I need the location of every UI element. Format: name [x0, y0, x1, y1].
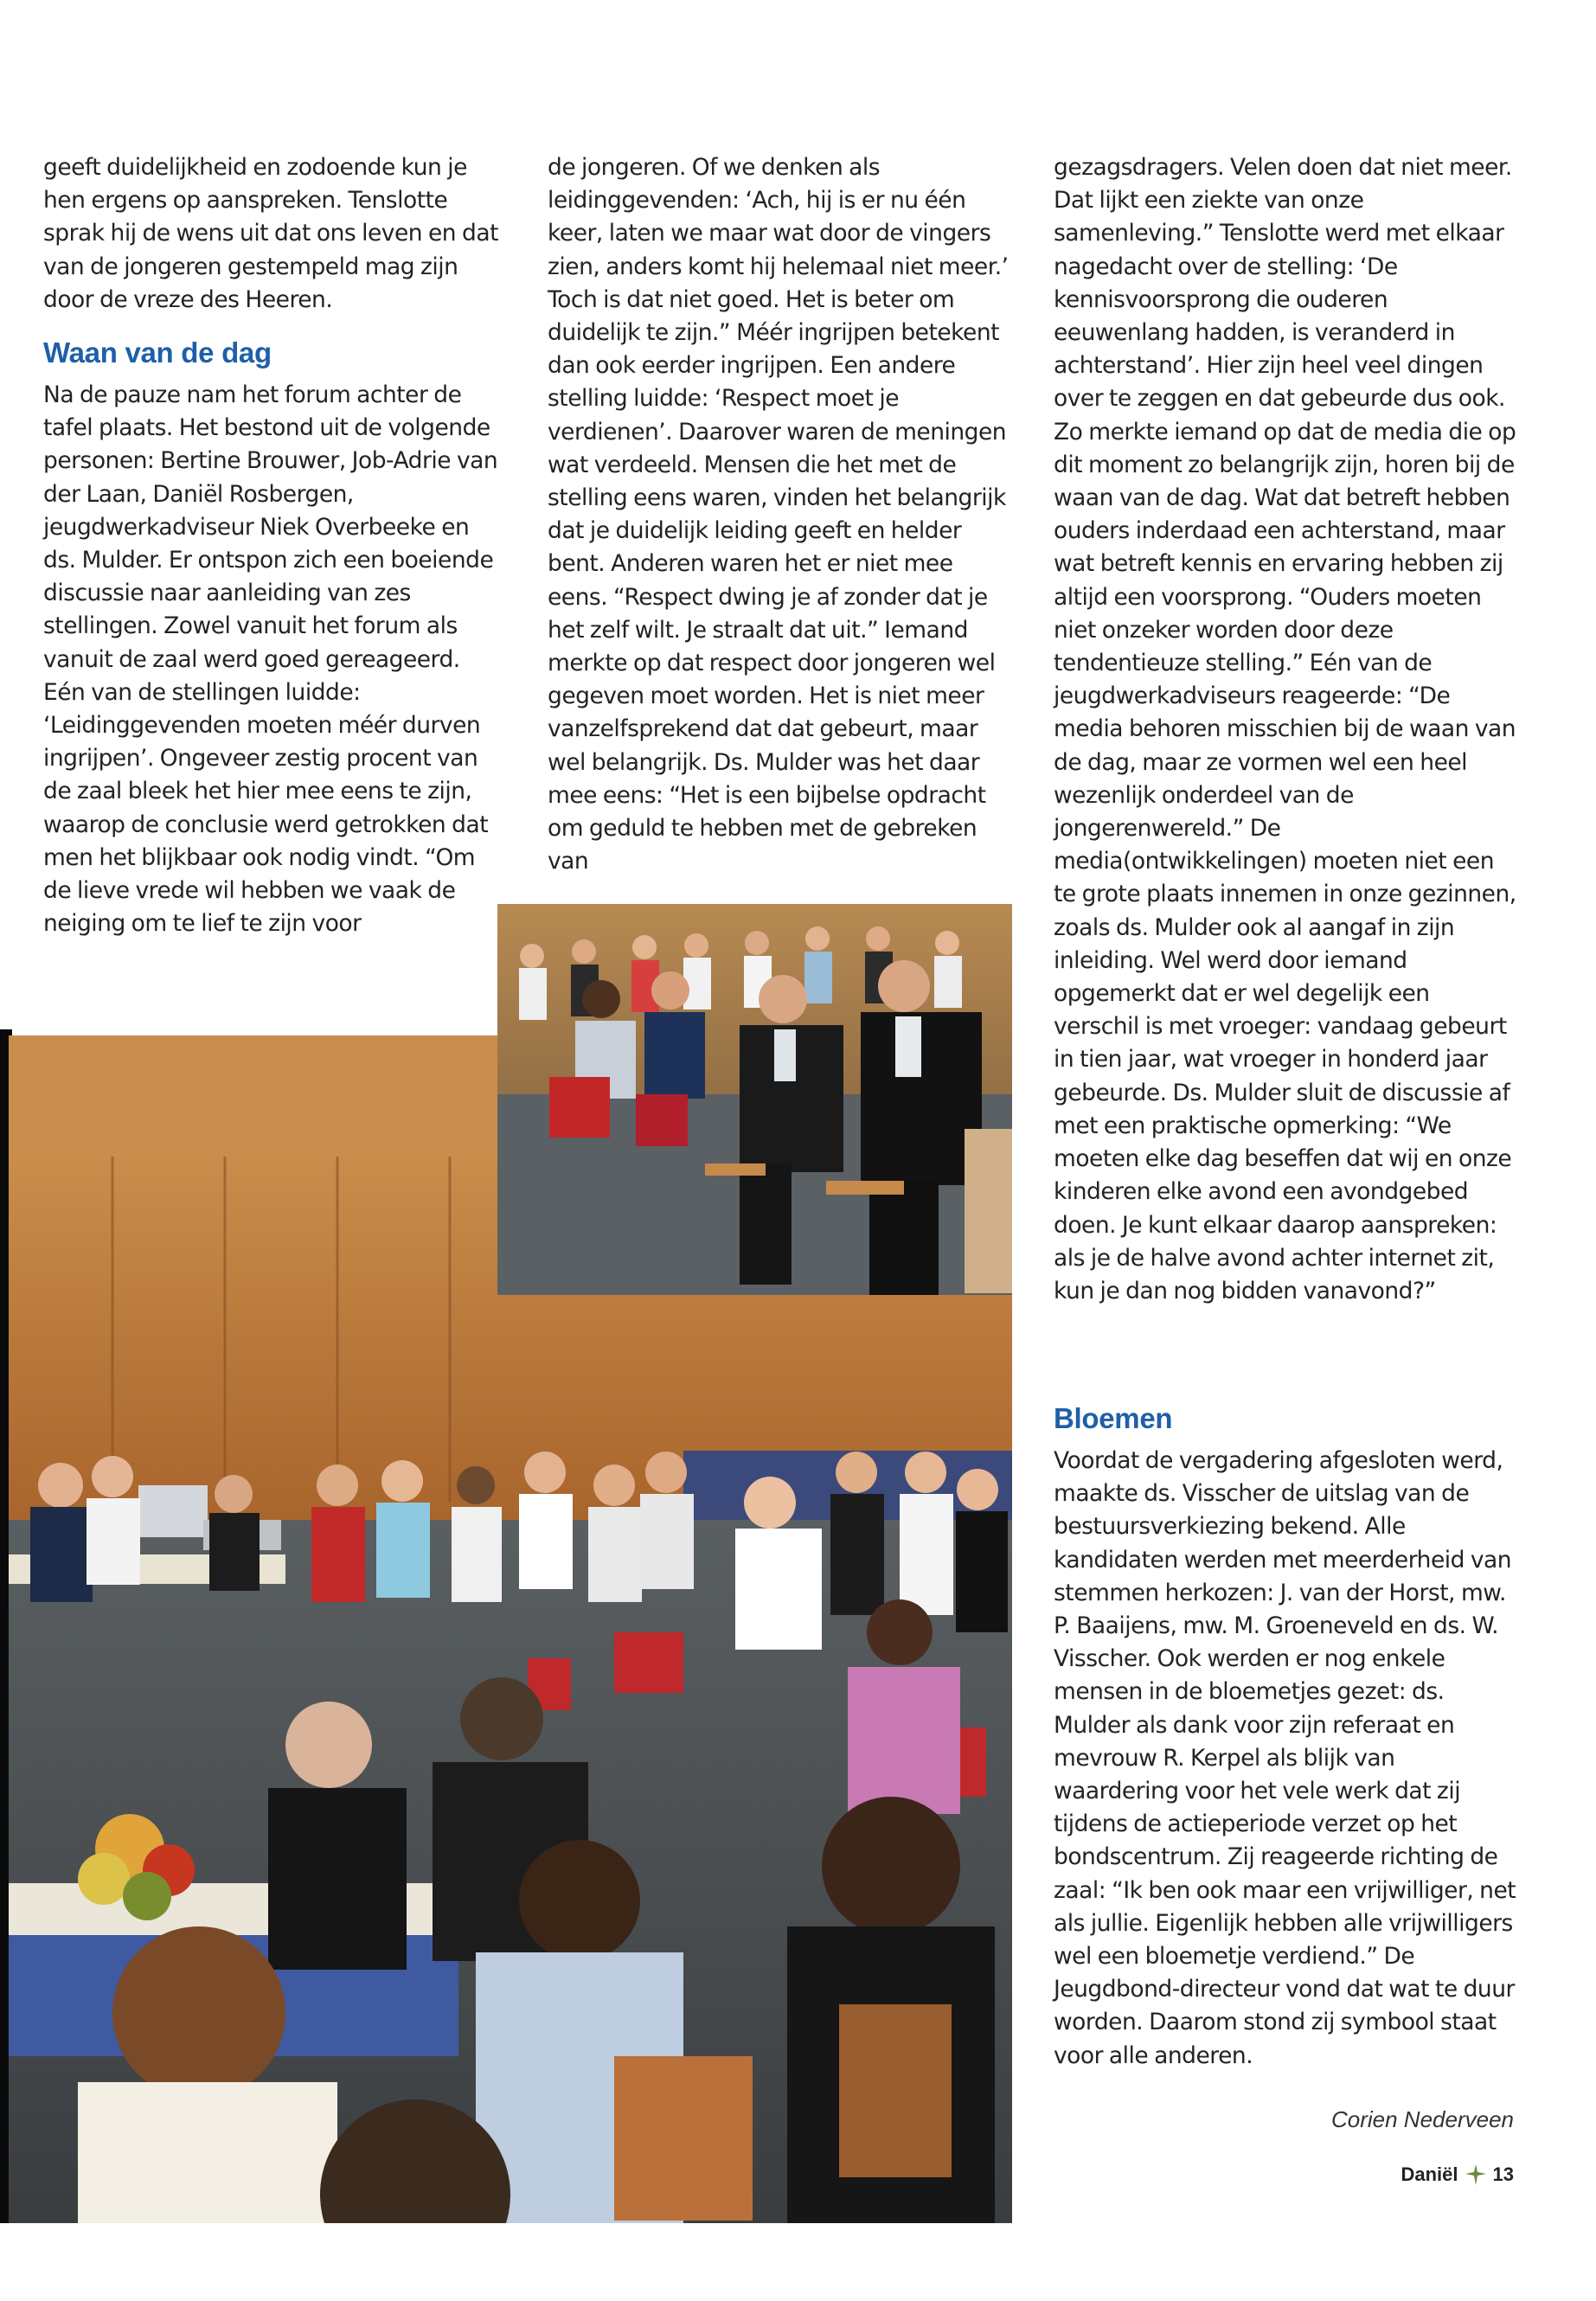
column-1	[43, 151, 500, 940]
column-3	[1054, 151, 1521, 1308]
page-number: 13	[1492, 2163, 1514, 2185]
section-heading-waan-van-de-dag: Waan van de dag	[43, 336, 272, 369]
audience-illustration	[497, 904, 1012, 1295]
col1-paragraph-1: geeft duidelijkheid en zodoende kun je hen ergens op aanspreken. Tenslotte sprak hij de wens uit dat ons leven en dat van de jongeren gestempeld mag zijn door de vreze des Heeren.	[43, 154, 498, 313]
page-footer	[1401, 2163, 1514, 2187]
col3-paragraph-1: gezagsdragers. Velen doen dat niet meer. Dat lijkt een ziekte van onze samenleving.” Tenslotte werd met elkaar nagedacht over de stelling: ‘De kennisvoorsprong die ouderen eeuwenlang hadden, is veranderd in achterstand’. Hier zijn heel veel dingen over te zeggen en dat gebeurde dus ook. Zo merkte iemand op dat de media die op dit moment zo belangrijk zijn, horen bij de waan van de dag. Wat dat betreft hebben ouders inderdaad een achterstand, maar wat betreft kennis en ervaring hebben zij altijd een voorsprong. “Ouders moeten niet onzeker worden door deze tendentieuze stelling.” Eén van de jeugdwerkadviseurs reageerde: “De media behoren misschien bij de waan van de dag, maar ze vormen wel een heel wezenlijk onderdeel van de jongerenwereld.” De media(ontwikkelingen) moeten niet een te grote plaats innemen in onze gezinnen, zoals ds. Mulder ook al aangaf in zijn inleiding. Wel werd door iemand opgemerkt dat er wel degelijk een verschil is met vroeger: vandaag gebeurt in tien jaar, wat vroeger in honderd jaar gebeurde. Ds. Mulder sluit de discussie af met een praktische opmerking: “We moeten elke dag beseffen dat wij en onze kinderen elke avond een avondgebed doen. Je kunt elkaar daarop aanspreken: als je de halve avond achter internet zit, kun je dan nog bidden vanavond?”	[1054, 154, 1516, 1304]
magazine-name: Daniël	[1401, 2163, 1458, 2185]
dove-icon	[1464, 2163, 1488, 2187]
col3-paragraph-2: Voordat de vergadering afgesloten werd, maakte ds. Visscher de uitslag van de bestuursverkiezing bekend. Alle kandidaten werden met meerderheid van stemmen herkozen: J. van der Horst, mw. P. Baaijens, mw. M. Groeneveld en ds. W. Visscher. Ook werden er nog enkele mensen in de bloemetjes gezet: ds. Mulder als dank voor zijn referaat en mevrouw R. Kerpel als blijk van waardering voor het vele werk dat zij tijdens de actieperiode verzet op het bondscentrum. Zij reageerde richting de zaal: “Ik ben ook maar een vrijwilliger, net als jullie. Eigenlijk hebben alle vrijwilligers wel een bloemetje verdiend.” De Jeugdbond-directeur vond dat wat te duur worden. Daarom stond zij symbool staat voor alle anderen.	[1054, 1447, 1516, 2069]
col1-paragraph-2: Na de pauze nam het forum achter de tafel plaats. Het bestond uit de volgende personen: Bertine Brouwer, Job-Adrie van der Laan, Daniël Rosbergen, jeugdwerkadviseur Niek Overbeeke en ds. Mulder. Er ontspon zich een boeiende discussie naar aanleiding van zes stellingen. Zowel vanuit het forum als vanuit de zaal werd goed gereageerd. Eén van de stellingen luidde: ‘Leidinggevenden moeten méér durven ingrijpen’. Ongeveer zestig procent van de zaal bleek het hier mee eens te zijn, waarop de conclusie werd getrokken dat men het blijkbaar ook nodig vindt. “Om de lieve vrede wil hebben we vaak de neiging om te lief te zijn voor	[43, 381, 498, 938]
author-byline: Corien Nederveen	[1330, 2106, 1514, 2132]
section-heading-bloemen: Bloemen	[1054, 1402, 1173, 1434]
column-2	[548, 151, 1015, 878]
col2-paragraph-1: de jongeren. Of we denken als leidinggevenden: ‘Ach, hij is er nu één keer, laten we maar wat door de vingers zien, anders komt hij helemaal niet meer.’ Toch is dat niet goed. Het is beter om duidelijk te zijn.” Méér ingrijpen betekent dan ook eerder ingrijpen. Een andere stelling luidde: ‘Respect moet je verdienen’. Daarover waren de meningen wat verdeeld. Mensen die het met de stelling eens waren, vinden het belangrijk dat je duidelijk leiding geeft en helder bent. Anderen waren het er niet mee eens. “Respect dwing je af zonder dat je het zelf wilt. Je straalt dat uit.” Iemand merkte op dat respect door jongeren wel gegeven moet worden. Het is niet meer vanzelfsprekend dat dat gebeurt, maar wel belangrijk. Ds. Mulder was het daar mee eens: “Het is een bijbelse opdracht om geduld te hebben met de gebreken van	[548, 154, 1009, 875]
audience-photo	[497, 904, 1012, 1295]
column-3-lower	[1054, 1401, 1521, 2073]
